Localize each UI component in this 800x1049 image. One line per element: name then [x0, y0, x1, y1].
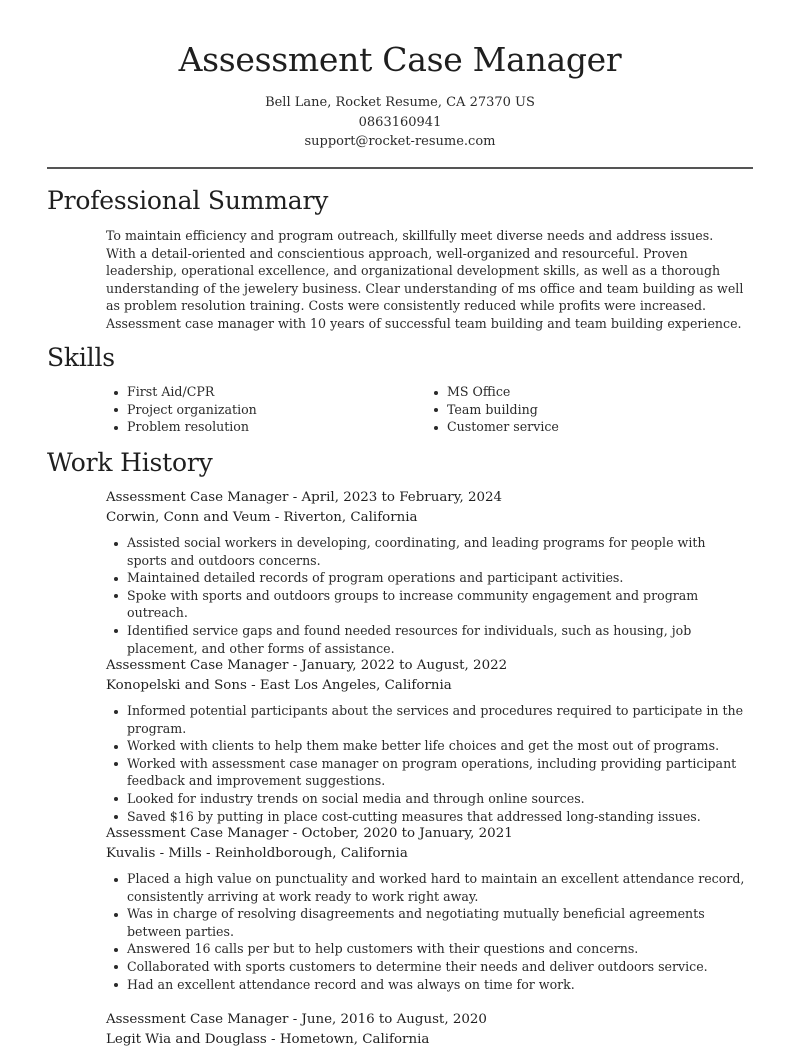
contact-phone: 0863160941 [0, 113, 800, 133]
job-title-line: Assessment Case Manager - April, 2023 to February, 2024 [106, 488, 756, 508]
job-company-line: Legit Wia and Douglass - Hometown, California [106, 1030, 756, 1049]
job-entry [106, 656, 756, 825]
job-title-line: Assessment Case Manager - October, 2020 to January, 2021 [106, 824, 756, 844]
skill-item: Customer service [426, 418, 746, 436]
skill-item: Problem resolution [106, 418, 426, 436]
duty-item: Maintained detailed records of program operations and participant activities. [106, 569, 746, 587]
duty-item: Worked with clients to help them make better life choices and get the most out of programs. [106, 737, 746, 755]
contact-block [0, 93, 800, 152]
duty-item: Assisted social workers in developing, coordinating, and leading programs for people with sports and outdoors concerns. [106, 534, 746, 569]
skills-heading: Skills [47, 343, 115, 372]
skills-column-right [426, 383, 746, 436]
job-title-line: Assessment Case Manager - January, 2022 to August, 2022 [106, 656, 756, 676]
skill-item: Team building [426, 401, 746, 419]
job-entry [106, 824, 756, 993]
duty-item: Looked for industry trends on social media and through online sources. [106, 790, 746, 808]
duty-item: Placed a high value on punctuality and worked hard to maintain an excellent attendance record, consistently arriving at work ready to work right away. [106, 870, 746, 905]
duty-item: Identified service gaps and found needed resources for individuals, such as housing, job placement, and other forms of assistance. [106, 622, 746, 657]
resume-name-heading: Assessment Case Manager [0, 40, 800, 79]
skills-list [106, 383, 756, 436]
summary-heading: Professional Summary [47, 186, 328, 215]
job-duties-list [106, 534, 746, 657]
duty-item: Answered 16 calls per but to help customers with their questions and concerns. [106, 940, 746, 958]
duty-item: Worked with assessment case manager on program operations, including providing participant feedback and improvement suggestions. [106, 755, 746, 790]
duty-item: Informed potential participants about the services and procedures required to participate in the program. [106, 702, 746, 737]
contact-address: Bell Lane, Rocket Resume, CA 27370 US [0, 93, 800, 113]
duty-item: Was in charge of resolving disagreements and negotiating mutually beneficial agreements between parties. [106, 905, 746, 940]
job-company-line: Kuvalis - Mills - Reinholdborough, California [106, 844, 756, 864]
duty-item: Had an excellent attendance record and was always on time for work. [106, 976, 746, 994]
skill-item: First Aid/CPR [106, 383, 426, 401]
job-duties-list [106, 870, 746, 993]
duty-item: Collaborated with sports customers to determine their needs and deliver outdoors service. [106, 958, 746, 976]
job-company-line: Corwin, Conn and Veum - Riverton, California [106, 508, 756, 528]
job-company-line: Konopelski and Sons - East Los Angeles, California [106, 676, 756, 696]
duty-item: Saved $16 by putting in place cost-cutting measures that addressed long-standing issues. [106, 808, 746, 826]
skills-column-left [106, 383, 426, 436]
job-company-line-clipped [106, 1030, 756, 1039]
job-entry [106, 1010, 756, 1039]
job-duties-list [106, 702, 746, 825]
skill-item: MS Office [426, 383, 746, 401]
job-entry [106, 488, 756, 657]
summary-text: To maintain efficiency and program outreach, skillfully meet diverse needs and address issues. With a detail-oriented and conscientious approach, well-organized and resourceful. Proven leadership, operational excellence, and organizational development skills, as well as a thorough understanding of the jewelery business. Clear understanding of ms office and team building as well as problem resolution training. Costs were consistently reduced while profits were increased. Assessment case manager with 10 years of successful team building and team building experience. [106, 227, 746, 333]
skill-item: Project organization [106, 401, 426, 419]
job-title-line: Assessment Case Manager - June, 2016 to August, 2020 [106, 1010, 756, 1030]
work-history-heading: Work History [47, 448, 213, 477]
header-divider [47, 167, 753, 169]
duty-item: Spoke with sports and outdoors groups to increase community engagement and program outreach. [106, 587, 746, 622]
contact-email: support@rocket-resume.com [0, 132, 800, 152]
